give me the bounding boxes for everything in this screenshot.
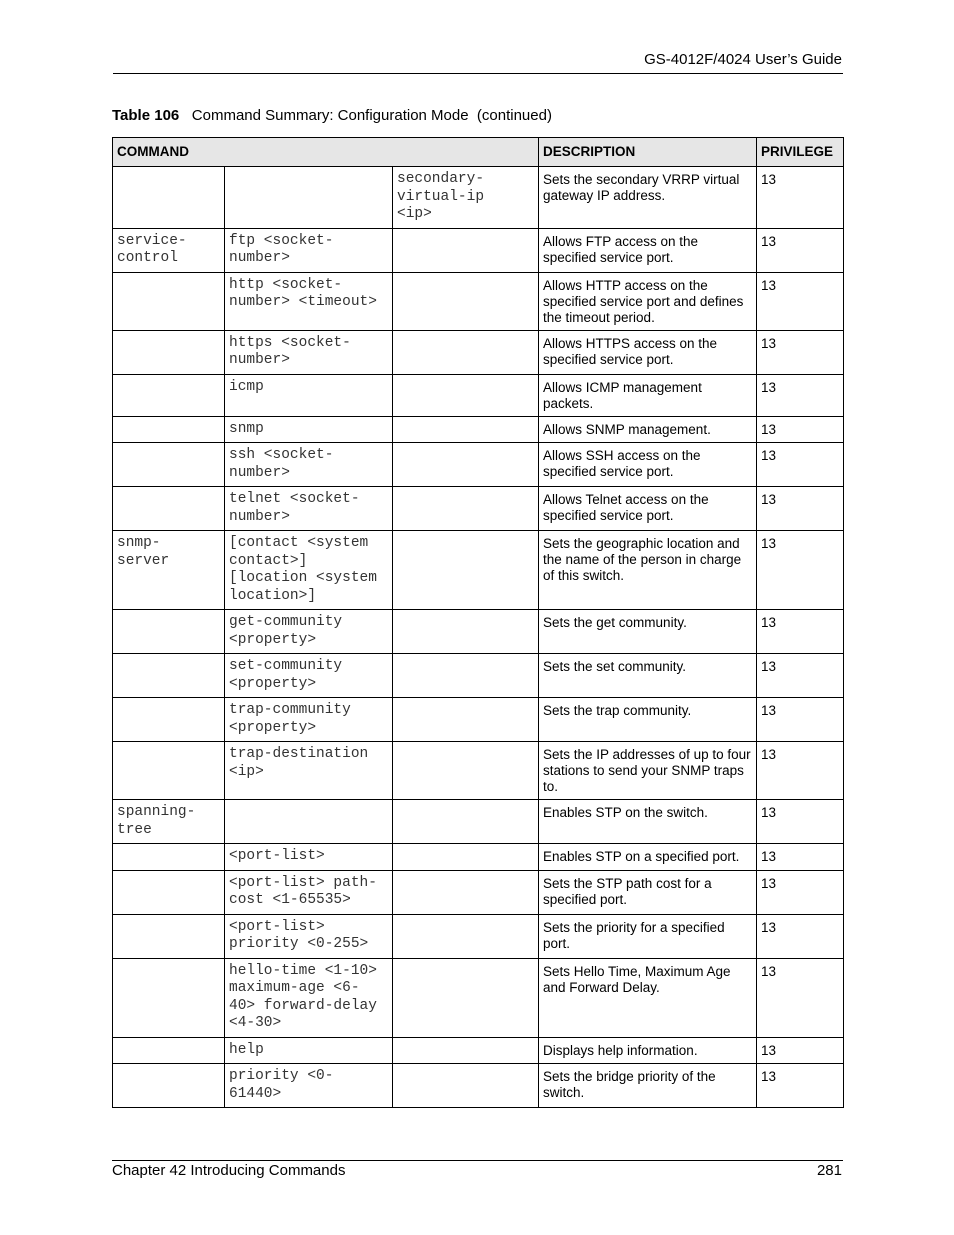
- privilege-cell: 13: [757, 443, 844, 487]
- table-caption-label: Table 106: [112, 107, 180, 124]
- command-cell-1: service- control: [113, 228, 225, 272]
- command-cell-3: [393, 228, 539, 272]
- table-caption-text: Command Summary: Configuration Mode (continued): [191, 107, 552, 124]
- table-row: [113, 1037, 844, 1064]
- footer-rule: [112, 1160, 843, 1161]
- command-cell-2: http <socket- number> <timeout>: [225, 272, 393, 330]
- privilege-cell: 13: [757, 958, 844, 1037]
- command-cell-1: [113, 958, 225, 1037]
- description-cell: Allows SSH access on the specified service port.: [539, 443, 757, 487]
- command-cell-2: telnet <socket- number>: [225, 487, 393, 531]
- privilege-cell: 13: [757, 800, 844, 844]
- command-cell-1: [113, 1037, 225, 1064]
- description-cell: Allows SNMP management.: [539, 416, 757, 443]
- description-cell: Allows HTTPS access on the specified service port.: [539, 330, 757, 374]
- header-rule: [113, 73, 843, 74]
- command-cell-1: [113, 870, 225, 914]
- command-cell-3: [393, 1037, 539, 1064]
- command-cell-1: [113, 914, 225, 958]
- command-cell-3: [393, 914, 539, 958]
- description-cell: Displays help information.: [539, 1037, 757, 1064]
- command-cell-3: [393, 330, 539, 374]
- command-cell-2: [contact <system contact>] [location <system location>]: [225, 531, 393, 610]
- command-cell-2: [225, 800, 393, 844]
- page-number: 281: [816, 1162, 842, 1179]
- privilege-cell: 13: [757, 487, 844, 531]
- privilege-cell: 13: [757, 610, 844, 654]
- description-cell: Sets the geographic location and the name of the person in charge of this switch.: [539, 531, 757, 610]
- table-row: [113, 487, 844, 531]
- description-cell: Sets the set community.: [539, 654, 757, 698]
- command-cell-2: icmp: [225, 374, 393, 416]
- command-cell-3: [393, 1064, 539, 1108]
- privilege-cell: 13: [757, 167, 844, 229]
- description-cell: Sets the priority for a specified port.: [539, 914, 757, 958]
- column-header-command: COMMAND: [113, 138, 539, 167]
- command-cell-2: <port-list> priority <0-255>: [225, 914, 393, 958]
- command-cell-1: [113, 654, 225, 698]
- table-row: [113, 870, 844, 914]
- command-cell-3: [393, 742, 539, 800]
- command-cell-2: ftp <socket- number>: [225, 228, 393, 272]
- command-cell-3: [393, 272, 539, 330]
- command-cell-1: [113, 698, 225, 742]
- description-cell: Sets the secondary VRRP virtual gateway IP address.: [539, 167, 757, 229]
- command-cell-2: get-community <property>: [225, 610, 393, 654]
- privilege-cell: 13: [757, 228, 844, 272]
- privilege-cell: 13: [757, 1037, 844, 1064]
- command-cell-3: [393, 870, 539, 914]
- command-cell-2: ssh <socket- number>: [225, 443, 393, 487]
- command-cell-1: [113, 1064, 225, 1108]
- table-row: [113, 531, 844, 610]
- description-cell: Allows ICMP management packets.: [539, 374, 757, 416]
- table-row: [113, 958, 844, 1037]
- command-cell-1: [113, 487, 225, 531]
- command-cell-3: [393, 698, 539, 742]
- command-cell-2: priority <0- 61440>: [225, 1064, 393, 1108]
- command-cell-1: [113, 443, 225, 487]
- privilege-cell: 13: [757, 914, 844, 958]
- table-row: [113, 272, 844, 330]
- command-table: [112, 137, 844, 1108]
- footer-chapter: Chapter 42 Introducing Commands: [112, 1162, 346, 1179]
- description-cell: Sets the trap community.: [539, 698, 757, 742]
- column-header-description: DESCRIPTION: [539, 138, 757, 167]
- command-cell-2: trap-destination <ip>: [225, 742, 393, 800]
- privilege-cell: 13: [757, 870, 844, 914]
- privilege-cell: 13: [757, 416, 844, 443]
- table-caption: [112, 107, 552, 124]
- command-cell-1: [113, 374, 225, 416]
- description-cell: Enables STP on the switch.: [539, 800, 757, 844]
- description-cell: Enables STP on a specified port.: [539, 844, 757, 871]
- command-cell-3: [393, 374, 539, 416]
- command-cell-1: [113, 610, 225, 654]
- command-cell-1: spanning- tree: [113, 800, 225, 844]
- command-cell-3: [393, 800, 539, 844]
- description-cell: Sets the IP addresses of up to four stations to send your SNMP traps to.: [539, 742, 757, 800]
- command-cell-2: hello-time <1-10> maximum-age <6- 40> forward-delay <4-30>: [225, 958, 393, 1037]
- table-header-row: [113, 138, 844, 167]
- command-cell-3: secondary- virtual-ip <ip>: [393, 167, 539, 229]
- table-row: [113, 914, 844, 958]
- privilege-cell: 13: [757, 654, 844, 698]
- command-cell-3: [393, 487, 539, 531]
- table-row: [113, 443, 844, 487]
- command-cell-3: [393, 654, 539, 698]
- command-cell-3: [393, 443, 539, 487]
- command-cell-1: [113, 844, 225, 871]
- command-cell-3: [393, 610, 539, 654]
- table-row: [113, 800, 844, 844]
- command-cell-1: [113, 167, 225, 229]
- command-cell-1: [113, 330, 225, 374]
- command-cell-3: [393, 416, 539, 443]
- privilege-cell: 13: [757, 272, 844, 330]
- table-row: [113, 330, 844, 374]
- command-cell-2: <port-list>: [225, 844, 393, 871]
- description-cell: Allows FTP access on the specified service port.: [539, 228, 757, 272]
- command-cell-2: <port-list> path- cost <1-65535>: [225, 870, 393, 914]
- command-cell-3: [393, 844, 539, 871]
- command-cell-1: [113, 416, 225, 443]
- command-cell-3: [393, 958, 539, 1037]
- table-row: [113, 844, 844, 871]
- column-header-privilege: PRIVILEGE: [757, 138, 844, 167]
- table-row: [113, 374, 844, 416]
- command-cell-1: snmp- server: [113, 531, 225, 610]
- table-row: [113, 698, 844, 742]
- description-cell: Allows HTTP access on the specified service port and defines the timeout period.: [539, 272, 757, 330]
- privilege-cell: 13: [757, 698, 844, 742]
- privilege-cell: 13: [757, 844, 844, 871]
- command-cell-2: https <socket- number>: [225, 330, 393, 374]
- table-row: [113, 610, 844, 654]
- table-row: [113, 654, 844, 698]
- privilege-cell: 13: [757, 531, 844, 610]
- table-row: [113, 228, 844, 272]
- description-cell: Sets the bridge priority of the switch.: [539, 1064, 757, 1108]
- command-cell-2: help: [225, 1037, 393, 1064]
- table-row: [113, 742, 844, 800]
- table-row: [113, 167, 844, 229]
- command-cell-2: set-community <property>: [225, 654, 393, 698]
- running-header: GS-4012F/4024 User’s Guide: [644, 51, 842, 68]
- privilege-cell: 13: [757, 742, 844, 800]
- command-cell-2: trap-community <property>: [225, 698, 393, 742]
- description-cell: Sets the get community.: [539, 610, 757, 654]
- privilege-cell: 13: [757, 330, 844, 374]
- command-cell-1: [113, 272, 225, 330]
- command-cell-2: [225, 167, 393, 229]
- description-cell: Allows Telnet access on the specified service port.: [539, 487, 757, 531]
- privilege-cell: 13: [757, 374, 844, 416]
- table-row: [113, 1064, 844, 1108]
- command-cell-1: [113, 742, 225, 800]
- table-row: [113, 416, 844, 443]
- command-cell-2: snmp: [225, 416, 393, 443]
- command-cell-3: [393, 531, 539, 610]
- description-cell: Sets Hello Time, Maximum Age and Forward Delay.: [539, 958, 757, 1037]
- privilege-cell: 13: [757, 1064, 844, 1108]
- description-cell: Sets the STP path cost for a specified port.: [539, 870, 757, 914]
